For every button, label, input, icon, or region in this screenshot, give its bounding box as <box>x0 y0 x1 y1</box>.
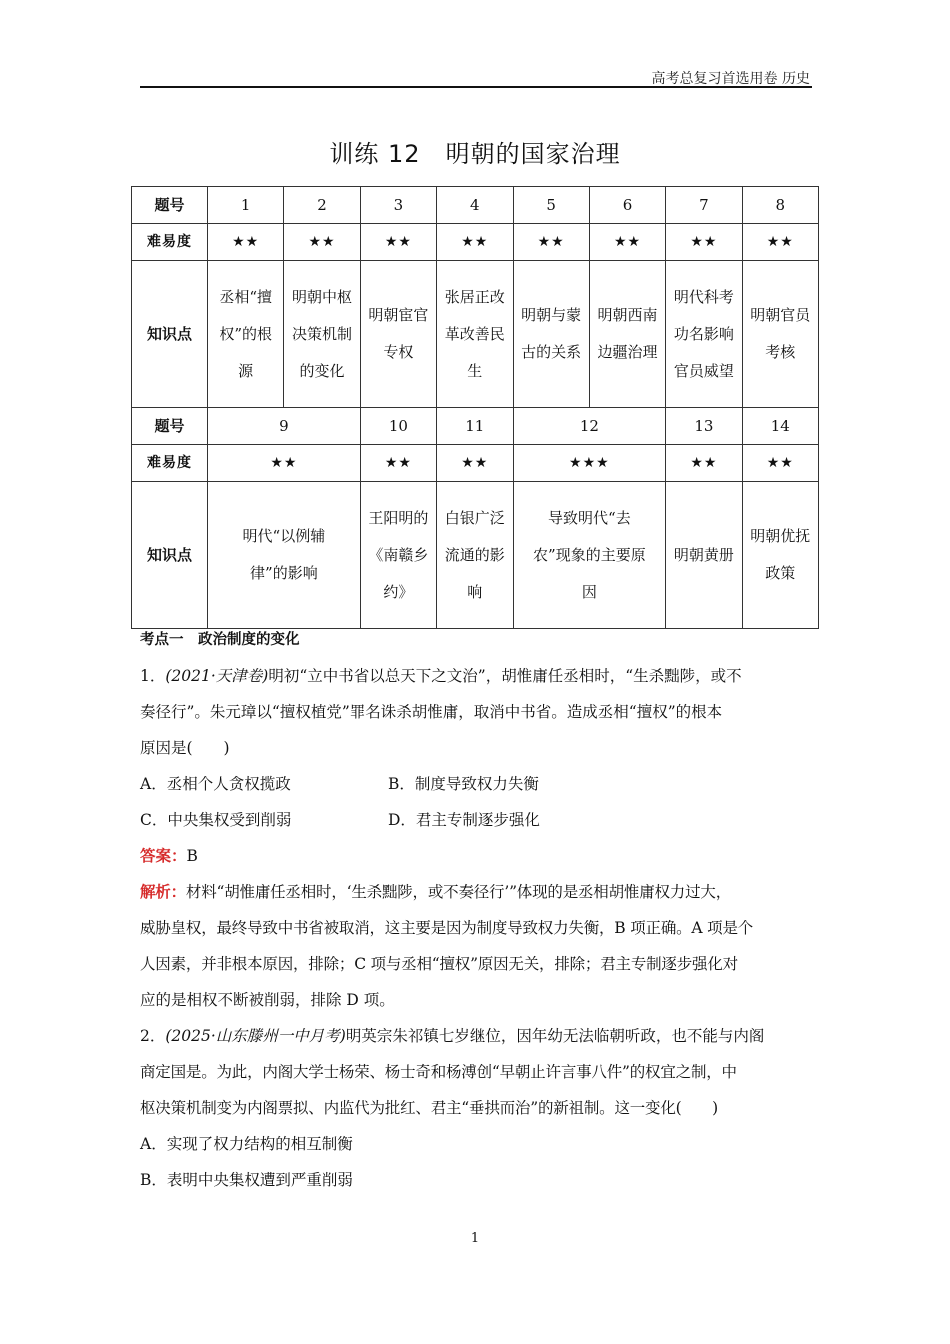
question-stem: 明英宗朱祁镇七岁继位，因年幼无法临朝听政，也不能与内阁 <box>345 1027 765 1045</box>
running-header: 高考总复习首选用卷 历史 <box>651 71 810 87</box>
page-number: 1 <box>470 1231 480 1246</box>
option-d: D．君主专制逐步强化 <box>388 811 540 829</box>
question-stem: 商定国是。为此，内阁大学士杨荣、杨士奇和杨溥创“早朝止许言事八件”的权宜之制，中 <box>140 1063 737 1081</box>
option-b: B．表明中央集权遭到严重削弱 <box>140 1171 353 1189</box>
table-row-knowledge-2 <box>132 482 819 629</box>
question-number: 1 <box>208 187 284 224</box>
answer-label: 答案： <box>140 847 187 865</box>
knowledge-point: 明朝与蒙古的关系 <box>513 261 589 408</box>
option-c: C．中央集权受到削弱 <box>140 811 292 829</box>
question-1 <box>140 658 812 1018</box>
question-number: 10 <box>360 408 436 445</box>
question-number: 13 <box>666 408 742 445</box>
answer-value: B <box>186 847 198 865</box>
difficulty-table <box>131 186 819 629</box>
difficulty-stars: ★★ <box>666 224 742 261</box>
question-stem: 原因是( ) <box>140 739 230 757</box>
knowledge-point: 明朝官员考核 <box>742 261 818 408</box>
question-stem: 枢决策机制变为内阁票拟、内监代为批红、君主“垂拱而治”的新祖制。这一变化( ) <box>140 1099 718 1117</box>
question-source: (2025·山东滕州一中月考) <box>165 1027 346 1045</box>
table-row-difficulty-1 <box>132 224 819 261</box>
section-heading: 考点一 政治制度的变化 <box>140 632 300 648</box>
difficulty-stars: ★★ <box>360 445 436 482</box>
knowledge-point: 白银广泛流通的影响 <box>437 482 513 629</box>
label-question-number: 题号 <box>132 408 208 445</box>
question-source: (2021·天津卷) <box>165 667 269 685</box>
label-knowledge-point: 知识点 <box>132 482 208 629</box>
question-number: 3 <box>360 187 436 224</box>
question-number: 2 <box>284 187 360 224</box>
page-title: 训练 12 明朝的国家治理 <box>329 140 621 168</box>
analysis-label: 解析： <box>140 883 186 901</box>
difficulty-stars: ★★ <box>589 224 665 261</box>
question-number: 11 <box>437 408 513 445</box>
option-b: B．制度导致权力失衡 <box>388 775 539 793</box>
knowledge-point: 张居正改革改善民生 <box>437 261 513 408</box>
difficulty-stars: ★★ <box>284 224 360 261</box>
difficulty-stars: ★★ <box>208 445 361 482</box>
difficulty-stars: ★★ <box>437 224 513 261</box>
analysis-text: 威胁皇权，最终导致中书省被取消，这主要是因为制度导致权力失衡，B 项正确。A 项是个 <box>140 919 754 937</box>
analysis-text: 材料“胡惟庸任丞相时，‘生杀黜陟，或不奏径行’”体现的是丞相胡惟庸权力过大， <box>185 883 732 901</box>
knowledge-point: 导致明代“去农”现象的主要原因 <box>513 482 666 629</box>
analysis-text: 人因素，并非根本原因，排除；C 项与丞相“擅权”原因无关，排除；君主专制逐步强化对 <box>140 955 738 973</box>
difficulty-stars: ★★ <box>742 445 818 482</box>
difficulty-stars: ★★ <box>360 224 436 261</box>
difficulty-stars: ★★ <box>208 224 284 261</box>
analysis-text: 应的是相权不断被削弱，排除 D 项。 <box>140 991 395 1009</box>
table-row-difficulty-2 <box>132 445 819 482</box>
knowledge-point: 明代“以例辅律”的影响 <box>208 482 361 629</box>
difficulty-stars: ★★★ <box>513 445 666 482</box>
difficulty-stars: ★★ <box>742 224 818 261</box>
knowledge-point: 明朝优抚政策 <box>742 482 818 629</box>
question-2 <box>140 1018 812 1198</box>
option-a: A．丞相个人贪权揽政 <box>140 775 291 793</box>
label-difficulty: 难易度 <box>132 224 208 261</box>
question-stem: 明初“立中书省以总天下之文治”，胡惟庸任丞相时，“生杀黜陟，或不 <box>268 667 742 685</box>
question-number: 7 <box>666 187 742 224</box>
knowledge-point: 明朝宦官专权 <box>360 261 436 408</box>
question-number: 14 <box>742 408 818 445</box>
table-row-numbers-2 <box>132 408 819 445</box>
knowledge-point: 明朝西南边疆治理 <box>589 261 665 408</box>
label-knowledge-point: 知识点 <box>132 261 208 408</box>
question-number: 8 <box>742 187 818 224</box>
question-number-label: 1． <box>140 667 166 685</box>
question-number: 6 <box>589 187 665 224</box>
header-rule <box>140 86 812 88</box>
difficulty-stars: ★★ <box>513 224 589 261</box>
question-number: 12 <box>513 408 666 445</box>
question-number: 4 <box>437 187 513 224</box>
option-a: A．实现了权力结构的相互制衡 <box>140 1135 353 1153</box>
table-row-numbers-1 <box>132 187 819 224</box>
knowledge-point: 王阳明的《南赣乡约》 <box>360 482 436 629</box>
knowledge-point: 明朝中枢决策机制的变化 <box>284 261 360 408</box>
knowledge-point: 明代科考功名影响官员威望 <box>666 261 742 408</box>
question-number: 9 <box>208 408 361 445</box>
question-section <box>140 622 812 1198</box>
knowledge-point: 丞相“擅权”的根源 <box>208 261 284 408</box>
label-difficulty: 难易度 <box>132 445 208 482</box>
table-row-knowledge-1 <box>132 261 819 408</box>
question-number-label: 2． <box>140 1027 166 1045</box>
difficulty-stars: ★★ <box>666 445 742 482</box>
difficulty-stars: ★★ <box>437 445 513 482</box>
label-question-number: 题号 <box>132 187 208 224</box>
question-stem: 奏径行”。朱元璋以“擅权植党”罪名诛杀胡惟庸，取消中书省。造成丞相“擅权”的根本 <box>140 703 723 721</box>
question-number: 5 <box>513 187 589 224</box>
knowledge-point: 明朝黄册 <box>666 482 742 629</box>
